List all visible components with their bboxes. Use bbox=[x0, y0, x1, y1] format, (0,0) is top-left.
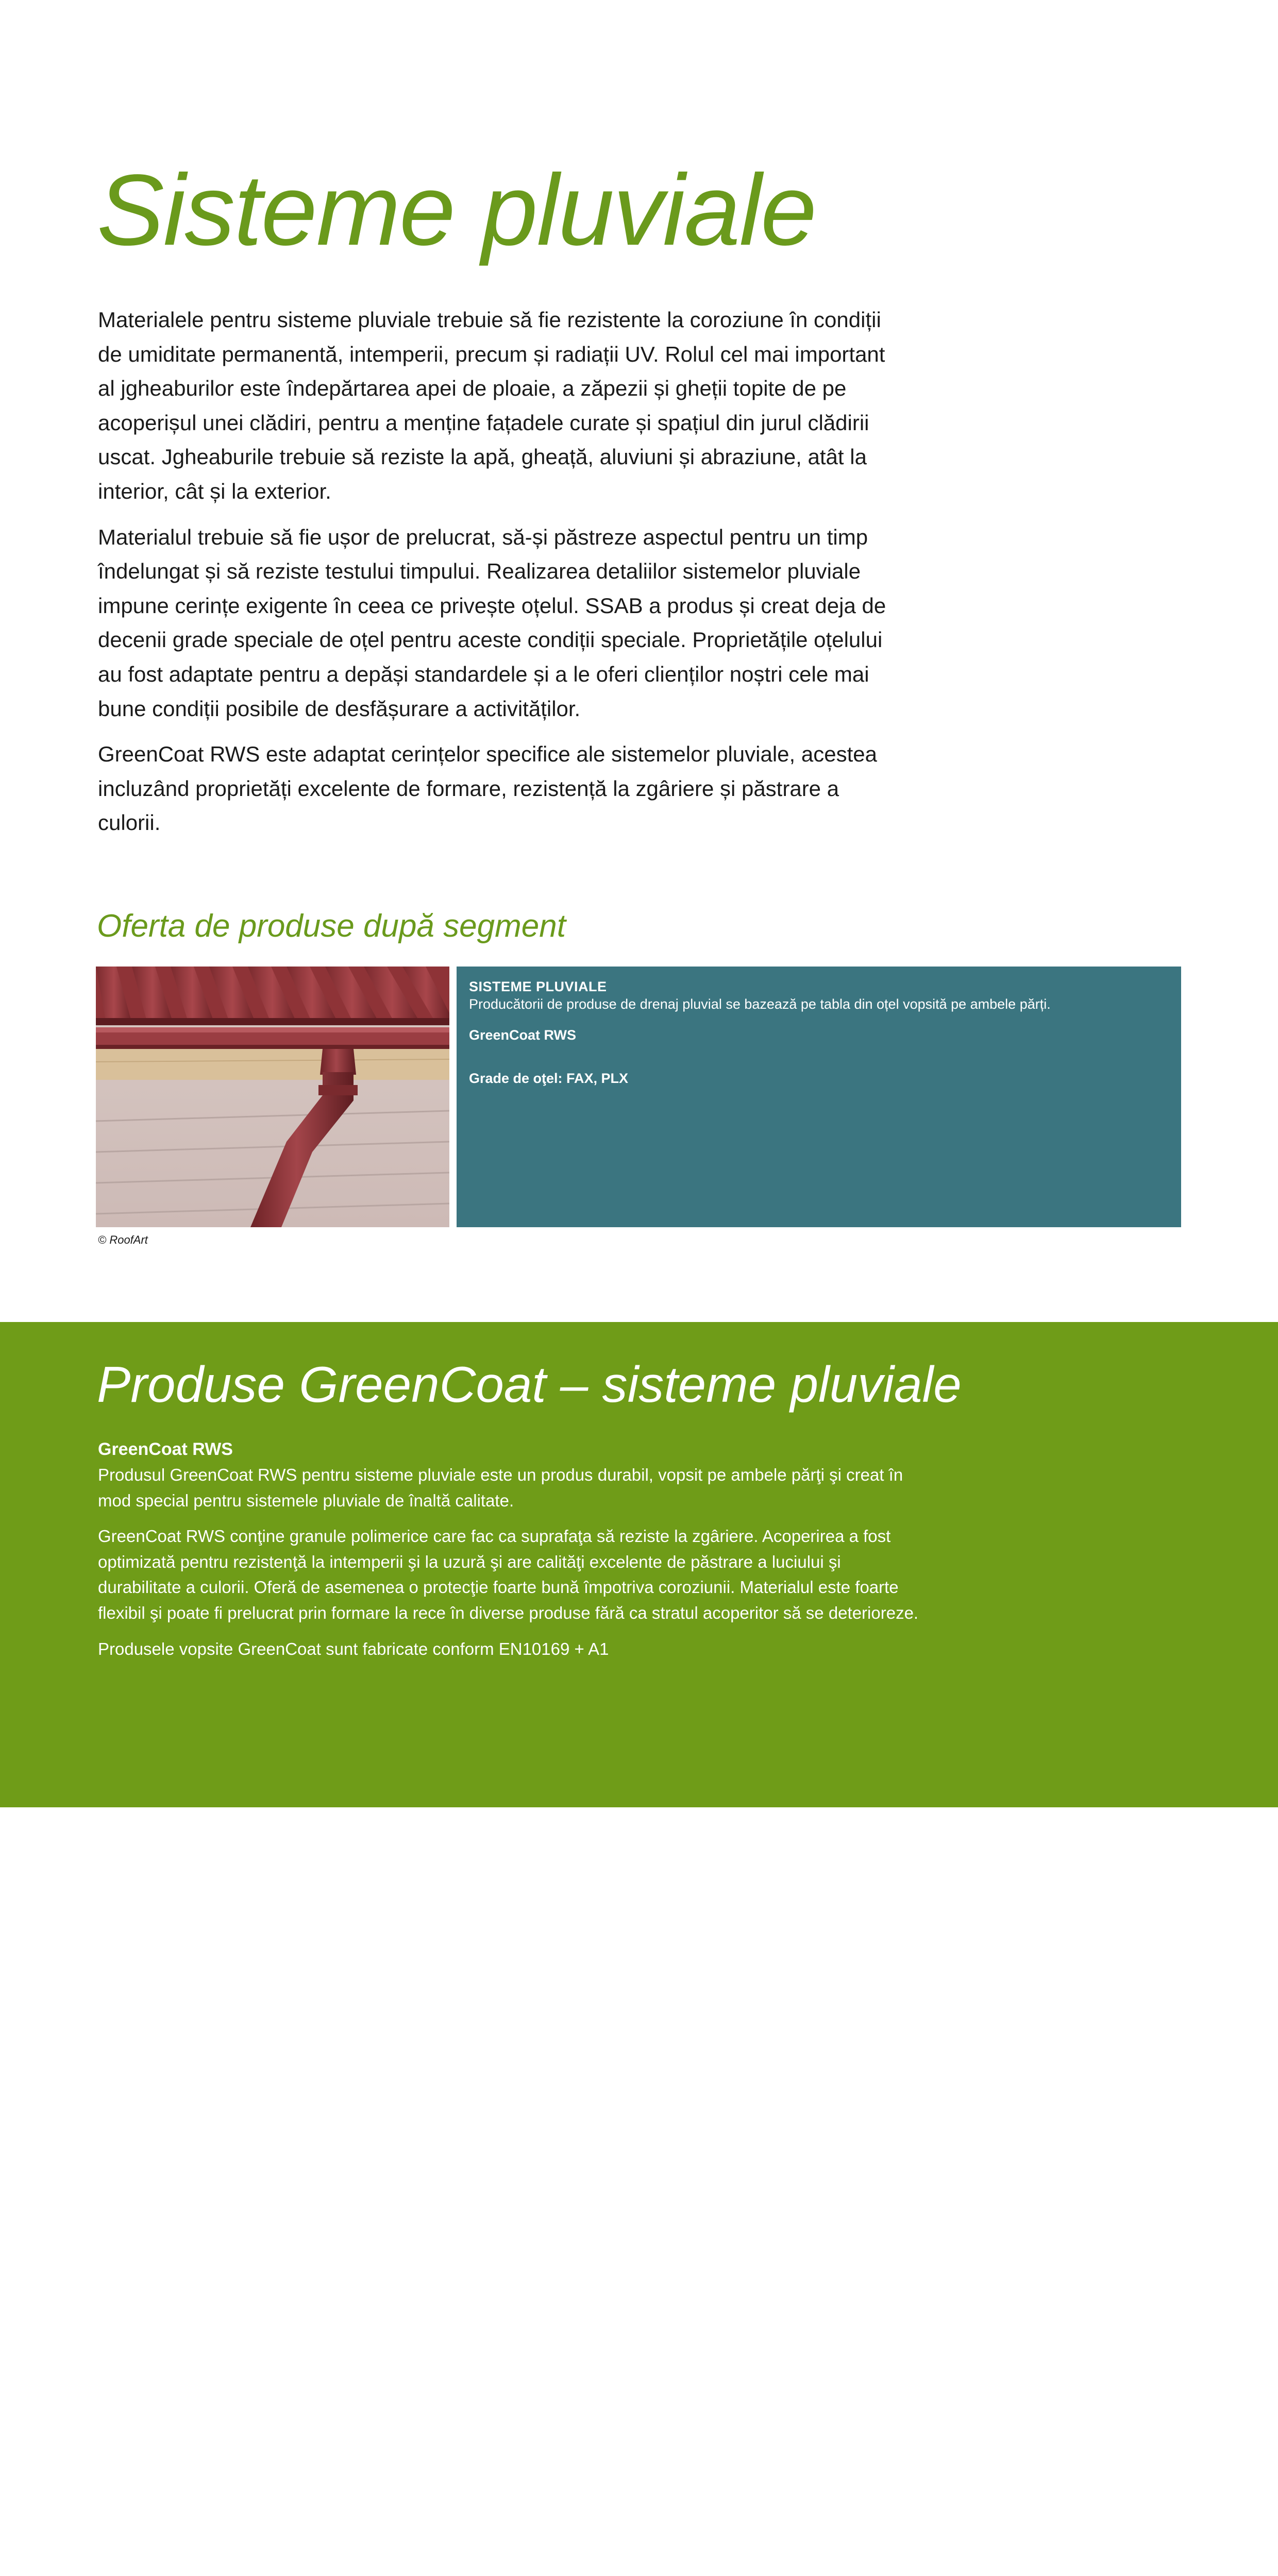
band-title: Produse GreenCoat – sisteme pluviale bbox=[97, 1356, 962, 1413]
photo-credit: © RoofArt bbox=[98, 1233, 148, 1246]
intro-paragraph: Materialele pentru sisteme pluviale trebuie să fie rezistente la coroziune în condiții de umiditate permanentă, intemperii, precum și radiații UV. Rolul cel mai important al jgheaburilor este îndepărtarea apei de ploaie, a zăpezii și gheții topite de pe acoperișul unei clădiri, pentru a menține fațadele curate și spațiul din jurul clădirii uscat. Jgheaburile trebuie să reziste la apă, gheață, aluviuni și abraziune, atât la interior, cât și la exterior. bbox=[98, 308, 885, 503]
band-subtitle: GreenCoat RWS bbox=[98, 1439, 233, 1459]
rain-gutter-photo bbox=[96, 967, 449, 1227]
segment-info-box bbox=[457, 967, 1181, 1227]
greencoat-products-section bbox=[0, 1322, 1278, 1807]
segment-box-product: GreenCoat RWS bbox=[469, 1027, 577, 1043]
band-paragraph: GreenCoat RWS conţine granule polimerice care fac ca suprafaţa să reziste la zgâriere. Acoperirea a fost optimizată pentru rezistenţă la intemperii şi la uzură şi are calităţi excelente de păstrare a luciului şi durabilitate a culorii. Oferă de asemenea o protecţie foarte bună împotriva coroziunii. Materialul este foarte flexibil şi poate fi prelucrat prin formare la rece în diverse produse fără ca stratul acoperitor să se deterioreze. bbox=[98, 1527, 919, 1622]
band-body bbox=[98, 1436, 922, 1672]
page-title: Sisteme pluviale bbox=[97, 154, 816, 266]
segment-box-description: Producătorii de produse de drenaj pluvial se bazează pe tabla din oțel vopsită pe ambele părți. bbox=[469, 996, 1051, 1012]
segment-heading: Oferta de produse după segment bbox=[97, 908, 566, 944]
intro-paragraph: Materialul trebuie să fie ușor de prelucrat, să-și păstreze aspectul pentru un timp îndelungat și să reziste testului timpului. Realizarea detaliilor sistemelor pluviale impune cerințe exigente în ceea ce privește oțelul. SSAB a produs și creat deja de decenii grade speciale de oțel pentru aceste condiții speciale. Proprietățile oțelului au fost adaptate pentru a depăși standardele și a le oferi clienților noștri cele mai bune condiții posibile de desfășurare a activităților. bbox=[98, 524, 886, 721]
segment-box-grades: Grade de oţel: FAX, PLX bbox=[469, 1071, 629, 1086]
segment-box-title: SISTEME PLUVIALE bbox=[469, 979, 607, 994]
band-paragraph: Produsul GreenCoat RWS pentru sisteme pluviale este un produs durabil, vopsit pe ambele părţi şi creat în mod special pentru sistemele pluviale de înaltă calitate. bbox=[98, 1465, 903, 1510]
intro-paragraph: GreenCoat RWS este adaptat cerințelor specifice ale sistemelor pluviale, acestea incluzând proprietăți excelente de formare, rezistență la zgâriere și păstrare a culorii. bbox=[98, 742, 877, 835]
rain-gutter-illustration bbox=[96, 967, 449, 1227]
band-paragraph: Produsele vopsite GreenCoat sunt fabricate conform EN10169 + A1 bbox=[98, 1639, 609, 1658]
intro-text bbox=[98, 303, 902, 852]
